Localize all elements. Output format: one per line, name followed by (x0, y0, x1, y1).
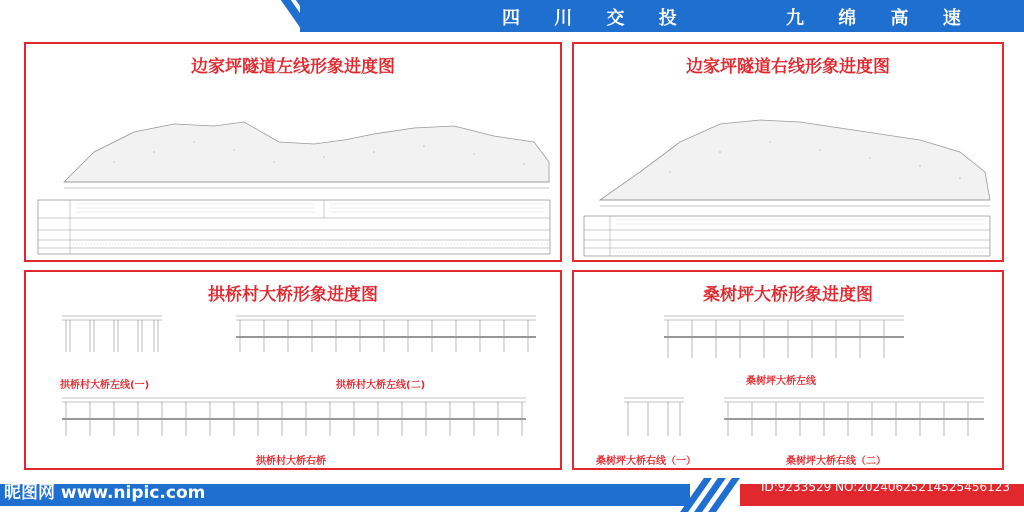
panel-bridge-sangshu (572, 270, 1004, 470)
tunnel-left-drawing (34, 82, 554, 258)
watermark-site: 昵图网 www.nipic.com (4, 483, 206, 503)
bridge-label: 桑树坪大桥左线 (746, 376, 816, 387)
bridge-sangshu-drawing (574, 272, 1002, 468)
panel-title: 边家坪隧道左线形象进度图 (191, 57, 395, 77)
panel-title: 拱桥村大桥形象进度图 (208, 285, 378, 305)
slogan-left: 四 川 交 投 (502, 8, 691, 29)
bridge-label: 拱桥村大桥左线(二) (336, 380, 426, 391)
bridge-label: 桑树坪大桥右线（二） (786, 456, 886, 467)
slogan-right: 九 绵 高 速 (786, 8, 975, 29)
bridge-label: 拱桥村大桥右桥 (256, 456, 326, 467)
tunnel-right-drawing (580, 82, 998, 258)
watermark-id: ID:9233529 NO:20240625214525456123 (760, 480, 1010, 494)
header-bar (0, 0, 1024, 32)
bridge-label: 桑树坪大桥右线（一） (596, 456, 696, 467)
panel-title: 桑树坪大桥形象进度图 (703, 285, 873, 305)
bridge-label: 拱桥村大桥左线(一) (60, 380, 150, 391)
panel-title: 边家坪隧道右线形象进度图 (686, 57, 890, 77)
panel-bridge-gongqiao (24, 270, 562, 470)
panel-tunnel-right (572, 42, 1004, 262)
bridge-gongqiao-drawing (26, 272, 560, 468)
panel-tunnel-left (24, 42, 562, 262)
